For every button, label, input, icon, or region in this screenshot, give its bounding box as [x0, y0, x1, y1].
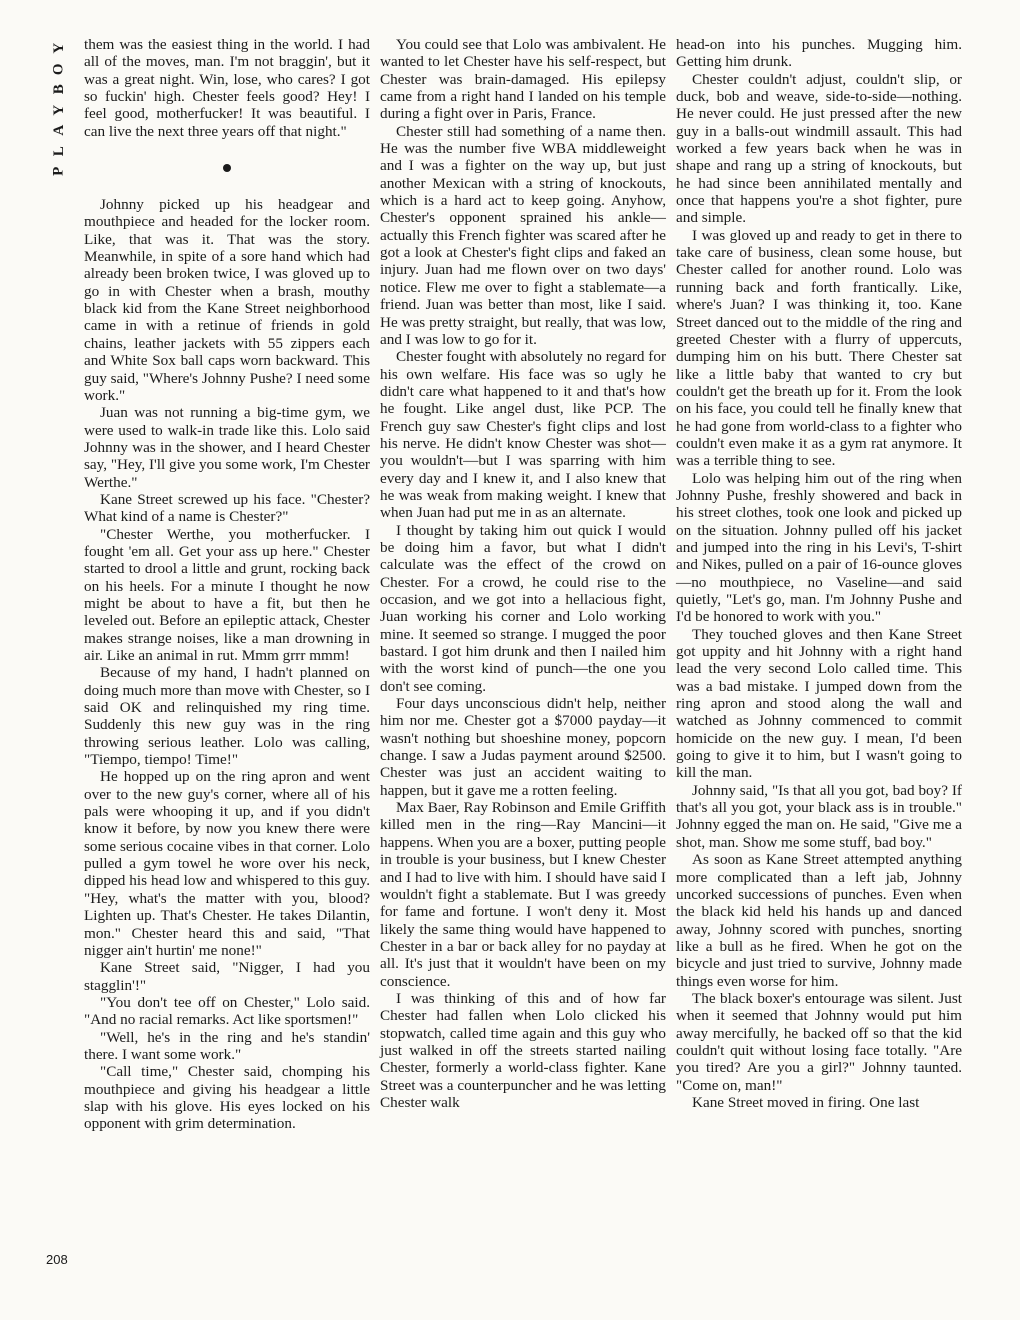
page-number: 208 — [46, 1252, 68, 1267]
paragraph: Chester fought with absolutely no regard for his own welfare. His face was so ugly he didn't care what happened to it and that's how he fought. Like angel dust, like PCP. The French guy saw Chester's fight clips and lost his nerve. He didn't know Chester was shot—you wouldn't—but I was sparring with him every day and I knew it, and I also knew that he was weak from making weight. I knew that when Juan had put me in as an alternate. — [380, 348, 666, 522]
paragraph: Because of my hand, I hadn't planned on doing much more than move with Chester, so I said OK and relinquished my ring time. Suddenly this new guy was in the ring throwing serious leather. Lolo was calling, "Tiempo, tiempo! Time!" — [84, 664, 370, 769]
paragraph: Chester couldn't adjust, couldn't slip, or duck, bob and weave, side-to-side—nothing. He never could. He just pressed after the new guy in a balls-out windmill assault. This had worked a few years back when he was in shape and rang up a string of knockouts, but he had since been annihilated mentally and once that happens you're a shot fighter, pure and simple. — [676, 70, 962, 227]
paragraph: "Call time," Chester said, chomping his mouthpiece and giving his headgear a little slap with his glove. His eyes locked on his opponent with grim determination. — [84, 1063, 370, 1133]
paragraph: I thought by taking him out quick I would be doing him a favor, but what I didn't calculate was the effect of the crowd on Chester. For a crowd, he could rise to the occasion, and we got into a hellacious fight, Juan working his corner and Lolo working mine. It seemed so strange. I mugged the poor bastard. I got him drunk and then I nailed him with the worst kind of punch—the one you don't see coming. — [380, 521, 666, 695]
paragraph: Max Baer, Ray Robinson and Emile Griffith killed men in the ring—Ray Mancini—it happens. When you are a boxer, putting people in trouble is your business, but I knew Chester and I had to live with him. I should have said I wouldn't fight a stablemate. But I was greedy for fame and fortune. I won't deny it. Most likely the same thing would have happened to Chester in a bar or back alley for no payday at all. It's just that it wouldn't have been on my conscience. — [380, 799, 666, 990]
paragraph: Johnny picked up his headgear and mouthpiece and headed for the locker room. Like, that was it. That was the story. Meanwhile, in spite of a sore hand which had already been broken twice, I was gloved up to go in with Chester when a brash, mouthy black kid from the Kane Street neighborhood came in with a retinue of friends in gold chains, leather jackets with 55 zippers each and White Sox ball caps worn backward. This guy said, "Where's Johnny Pushe? I need some work." — [84, 196, 370, 404]
paragraph: "You don't tee off on Chester," Lolo said. "And no racial remarks. Act like sportsmen!" — [84, 993, 370, 1029]
section-break — [84, 140, 370, 196]
paragraph: I was gloved up and ready to get in there to take care of business, clean some house, but Chester called for another round. Lolo was running back and forth frantically. Like, where's Juan? I was thinking it, too. Kane Street danced out to the middle of the ring and greeted Chester with a flurry of uppercuts, dumping him on his butt. There Chester sat like a little baby that wanted to cry but couldn't get the breath up for it. From the look on his face, you could tell he finally knew that he had gone from world-class to a fighter who couldn't even make it as a gym rat anymore. It was a terrible thing to see. — [676, 226, 962, 470]
brand-letter: Y — [50, 104, 67, 116]
paragraph: them was the easiest thing in the world. I had all of the moves, man. I'm not braggin', but it was a great night. Win, lose, who cares? I got so fuckin' high. Chester feels good? Hey! I feel good, motherfucker! It was beautiful. I can live the next three years off that night." — [84, 36, 370, 140]
paragraph: The black boxer's entourage was silent. Just when it seemed that Johnny would put him away mercifully, he backed off so that the kid couldn't quit without losing face totally. "Are you tired? Are you a girl?" Johnny taunted. "Come on, man!" — [676, 989, 962, 1094]
magazine-brand-vertical — [48, 38, 70, 182]
paragraph: You could see that Lolo was ambivalent. He wanted to let Chester have his self-respect, but Chester was brain-damaged. His epilepsy came from a right hand I landed on his temple during a fight over in Paris, France. — [380, 36, 666, 123]
paragraph: Lolo was helping him out of the ring when Johnny Pushe, freshly showered and back in his street clothes, took one look and picked up on the situation. Johnny pulled off his jacket and jumped into the ring in his Levi's, T-shirt and Nikes, pulled on a pair of 16-ounce gloves—no mouthpiece, no Vaseline—and said quietly, "Let's go, man. I'm Johnny Pushe and I'd be honored to work with you." — [676, 469, 962, 626]
paragraph: "Well, he's in the ring and he's standin' there. I want some work." — [84, 1028, 370, 1063]
brand-letter: B — [50, 84, 67, 95]
paragraph: He hopped up on the ring apron and went over to the new guy's corner, where all of his pals were whooping it up, and if you didn't know it before, by now you knew there were some serious cocaine vibes in that corner. Lolo pulled a gym towel he wore over his neck, dipped his head low and whispered to this guy. "Hey, what's the matter with you, blood? Lighten up. That's Chester. He takes Dilantin, mon." Chester heard this and said, "That nigger ain't hurtin' me none!" — [84, 768, 370, 959]
paragraph: Juan was not running a big-time gym, we were used to walk-in trade like this. Lolo said Johnny was in the shower, and I heard Chester say, "Hey, I'll give you some work, I'm Chester Werthe." — [84, 404, 370, 491]
brand-letter: Y — [50, 42, 67, 54]
paragraph: Chester still had something of a name then. He was the number five WBA middleweight and I was a fighter on the way up, but just another Mexican with a string of knockouts, which is a hard act to keep going. Anyhow, Chester's opponent sprained his ankle—actually this French fighter was scared after he got a look at Chester's fight clips and faked an injury. Juan had me flown over on two days' notice. Flew me over to fight a stablemate—a friend. Juan was better than most, like I said. He was pretty straight, but really, that was low, and I was low to go for it. — [380, 122, 666, 348]
brand-letter: O — [50, 62, 67, 75]
paragraph: As soon as Kane Street attempted anything more complicated than a left jab, Johnny uncorked successions of punches. Even when the black kid held his hands up and danced away, Johnny scored with punches, snorting like a bull as he fired. When he got on the bicycle and just tried to survive, Johnny made things even worse for him. — [676, 851, 962, 990]
text-column-1 — [84, 36, 370, 1133]
paragraph: Kane Street said, "Nigger, I had you stagglin'!" — [84, 959, 370, 994]
brand-letter: L — [50, 145, 67, 156]
section-bullet-icon — [223, 164, 231, 172]
brand-letter: P — [50, 166, 67, 176]
paragraph: Johnny said, "Is that all you got, bad boy? If that's all you got, your black ass is in trouble." Johnny egged the man on. He said, "Give me a shot, man. Show me some stuff, bad boy." — [676, 781, 962, 851]
paragraph: head-on into his punches. Mugging him. Getting him drunk. — [676, 36, 962, 71]
paragraph: "Chester Werthe, you motherfucker. I fought 'em all. Get your ass up here." Chester started to drool a little and grunt, rocking back on his heels. For a minute I thought he now might be about to have a fit, but then he leveled out. Before an epileptic attack, Chester makes strange noises, like a man drowning in air. Like an animal in rut. Mmm grrr mmm! — [84, 525, 370, 664]
text-column-3 — [676, 36, 962, 1111]
paragraph: I was thinking of this and of how far Chester had fallen when Lolo clicked his stopwatch, called time again and this guy who just walked in off the streets started nailing Chester, formerly a world-class fighter. Kane Street was a counterpuncher and he was letting Chester walk — [380, 989, 666, 1111]
paragraph: Four days unconscious didn't help, neither him nor me. Chester got a $7000 payday—it wasn't nothing but shoeshine money, popcorn change. I saw a Judas payment around $2500. Chester was just an accident waiting to happen, but it gave me a rotten feeling. — [380, 695, 666, 799]
brand-letter: A — [50, 124, 67, 136]
paragraph: Kane Street moved in firing. One last — [692, 1093, 920, 1111]
paragraph: They touched gloves and then Kane Street got uppity and hit Johnny with a right hand lead the very second Lolo called time. This was a bad mistake. I jumped down from the ring apron and stood along the wall and watched as Johnny commenced to commit homicide on the new guy. I mean, I'd been going to give it to him, but I wasn't going to kill the man. — [676, 625, 962, 782]
text-column-2 — [380, 36, 666, 1111]
paragraph: Kane Street screwed up his face. "Chester? What kind of a name is Chester?" — [84, 490, 370, 526]
